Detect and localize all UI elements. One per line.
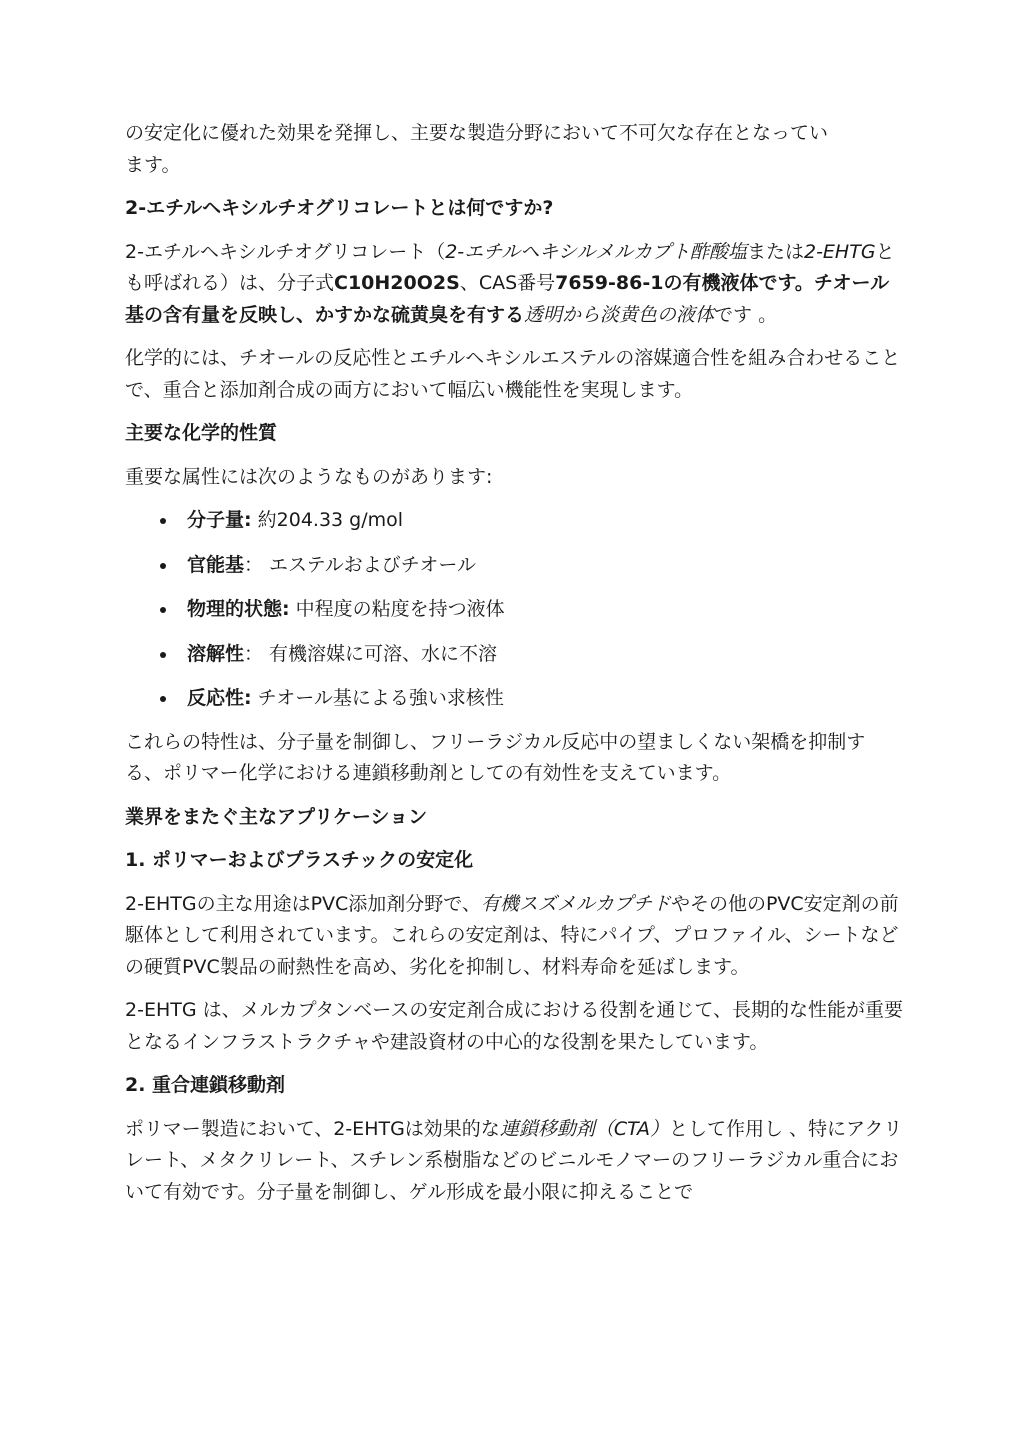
list-item-value: 約204.33 g/mol [251,509,404,531]
stabilization-paragraph [125,889,903,984]
text-run: 2-エチルヘキシルチオグリコレート（ [125,240,446,263]
properties-list [125,505,903,715]
list-item-label: 分子量: [187,509,252,531]
list-item [187,594,903,626]
chemistry-paragraph: 化学的には、チオールの反応性とエチルヘキシルエステルの溶媒適合性を組み合わせることで、重合と添加剤合成の両方において幅広い機能性を実現します。 [125,347,901,401]
text-run: とも呼ばれる）は、分子式 [125,240,895,294]
section-heading-applications: 業界をまたぐ主なアプリケーション [125,805,428,828]
properties-intro: 重要な属性には次のようなものがあります: [125,465,493,488]
properties-summary: これらの特性は、分子量を制御し、フリーラジカル反応中の望ましくない架橋を抑制する、ポリマー化学における連鎖移動剤としての有効性を支えています。 [125,730,866,784]
subsection-heading-stabilization: 1. ポリマーおよびプラスチックの安定化 [125,849,474,871]
list-item-value: 中程度の粘度を持つ液体 [289,598,505,620]
intro-paragraph [125,118,903,181]
definition-paragraph [125,237,903,332]
text-run: やその他のPVC安定剤の前駆体として利用されています。これらの安定剤は、特にパイプ、プロファイル、シートなどの硬質PVC製品の耐熱性を高め、劣化を抑制し、材料寿命を延ばします。 [125,892,899,978]
list-item [187,505,903,537]
italic-run: 透明から淡黄色の液体 [524,303,715,326]
text-run: または [746,240,804,263]
text-run: 、CAS番号 [459,272,556,294]
list-item-label: 物理的状態: [187,598,290,620]
italic-run: 連鎖移動剤（CTA） [499,1117,669,1140]
list-item-label: 反応性: [187,687,252,709]
list-item-value: ： エステルおよびチオール [244,553,476,576]
text-run: ポリマー製造において、2-EHTGは効果的な [125,1117,500,1140]
list-item [187,683,903,715]
list-item-value: ： 有機溶媒に可溶、水に不溶 [244,642,498,665]
cas-bold: 7659-86-1の有機液体です。チオール基の含有量を反映し、かすかな硫黄臭を有する [125,272,890,326]
italic-run: 有機スズメルカプチド [480,892,671,915]
formula-bold: C10H20O2S [334,272,460,294]
section-heading-properties: 主要な化学的性質 [125,422,278,444]
infrastructure-paragraph: 2-EHTG は、メルカプタンベースの安定剤合成における役割を通じて、長期的な性能が重要となるインフラストラクチャや建設資材の中心的な役割を果たしています。 [125,999,903,1053]
intro-line-1: の安定化に優れた効果を発揮し、主要な製造分野において不可欠な存在となってい [125,122,829,144]
list-item-label: 官能基 [187,553,245,576]
italic-run: 2-EHTG [803,240,876,263]
list-item [187,639,903,671]
list-item-value: チオール基による強い求核性 [251,687,504,709]
italic-run: 2-エチルヘキシルメルカプト酢酸塩 [445,240,747,263]
section-heading-what-is: 2-エチルヘキシルチオグリコレートとは何ですか? [125,197,554,219]
subsection-heading-chain-transfer: 2. 重合連鎖移動剤 [125,1074,286,1096]
text-run: 2-EHTGの主な用途はPVC添加剤分野で、 [125,892,481,915]
chain-transfer-paragraph [125,1114,903,1209]
text-run: です 。 [714,303,778,326]
intro-line-2: ます。 [125,153,181,176]
list-item-label: 溶解性 [187,642,245,665]
list-item [187,550,903,582]
text-run: として作用し 、特にアクリレート、メタクリレート、スチレン系樹脂などのビニルモノマーのフリーラジカル重合において有効です。分子量を制御し、ゲル形成を最小限に抑えることで [125,1117,903,1203]
